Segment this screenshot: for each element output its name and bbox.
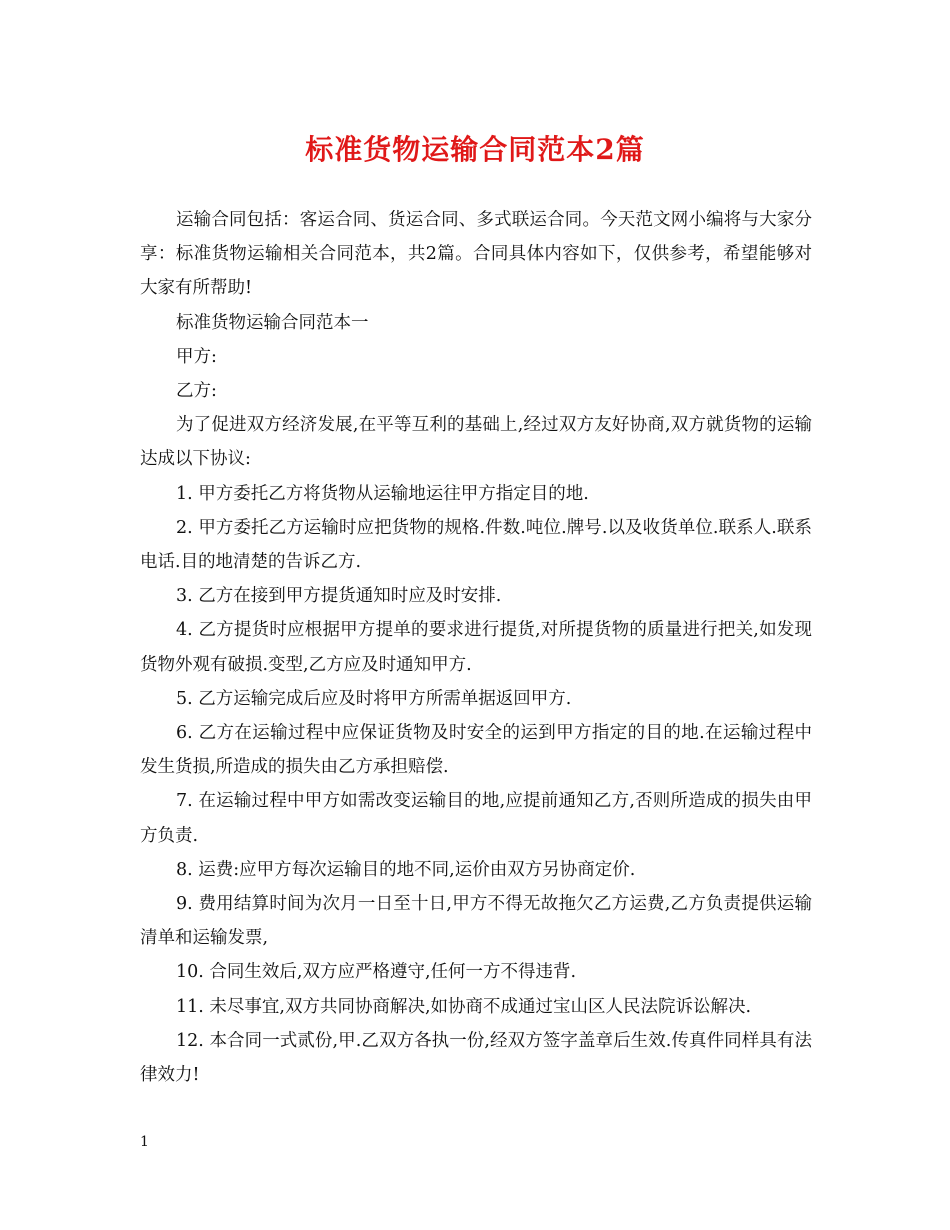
intro-paragraph: 运输合同包括：客运合同、货运合同、多式联运合同。今天范文网小编将与大家分享：标准货物运输相关合同范本，共2篇。合同具体内容如下，仅供参考，希望能够对大家有所帮助! xyxy=(140,210,812,299)
document-body xyxy=(140,203,812,1092)
clause-10: 10. 合同生效后,双方应严格遵守,任何一方不得违背. xyxy=(176,962,577,983)
page-number: 1 xyxy=(140,1134,149,1150)
clause-6: 6. 乙方在运输过程中应保证货物及时安全的运到甲方指定的目的地.在运输过程中发生货损,所造成的损失由乙方承担赔偿. xyxy=(140,723,812,778)
clause-1: 1. 甲方委托乙方将货物从运输地运往甲方指定目的地. xyxy=(176,483,589,504)
clause-5: 5. 乙方运输完成后应及时将甲方所需单据返回甲方. xyxy=(176,688,572,709)
clause-4: 4. 乙方提货时应根据甲方提单的要求进行提货,对所提货物的质量进行把关,如发现货物外观有破损.变型,乙方应及时通知甲方. xyxy=(140,620,812,675)
party-b-line: 乙方: xyxy=(176,381,217,402)
clause-3: 3. 乙方在接到甲方提货通知时应及时安排. xyxy=(176,586,502,607)
clause-11: 11. 未尽事宜,双方共同协商解决,如协商不成通过宝山区人民法院诉讼解决. xyxy=(176,996,752,1017)
clause-2: 2. 甲方委托乙方运输时应把货物的规格.件数.吨位.牌号.以及收货单位.联系人.联系电话.目的地清楚的告诉乙方. xyxy=(140,517,812,573)
party-a-line: 甲方: xyxy=(176,346,217,367)
preamble-paragraph: 为了促进双方经济发展,在平等互利的基础上,经过双方友好协商,双方就货物的运输达成以下协议: xyxy=(140,415,812,470)
document-title: 标准货物运输合同范本2篇 xyxy=(305,133,645,166)
clause-7: 7. 在运输过程中甲方如需改变运输目的地,应提前通知乙方,否则所造成的损失由甲方负责. xyxy=(140,791,812,846)
clause-9: 9. 费用结算时间为次月一日至十日,甲方不得无故拖欠乙方运费,乙方负责提供运输清单和运输发票, xyxy=(140,894,812,949)
clause-8: 8. 运费:应甲方每次运输目的地不同,运价由双方另协商定价. xyxy=(176,859,636,880)
clause-12: 12. 本合同一式贰份,甲.乙双方各执一份,经双方签字盖章后生效.传真件同样具有法律效力! xyxy=(140,1030,812,1086)
section-heading: 标准货物运输合同范本一 xyxy=(176,312,369,333)
